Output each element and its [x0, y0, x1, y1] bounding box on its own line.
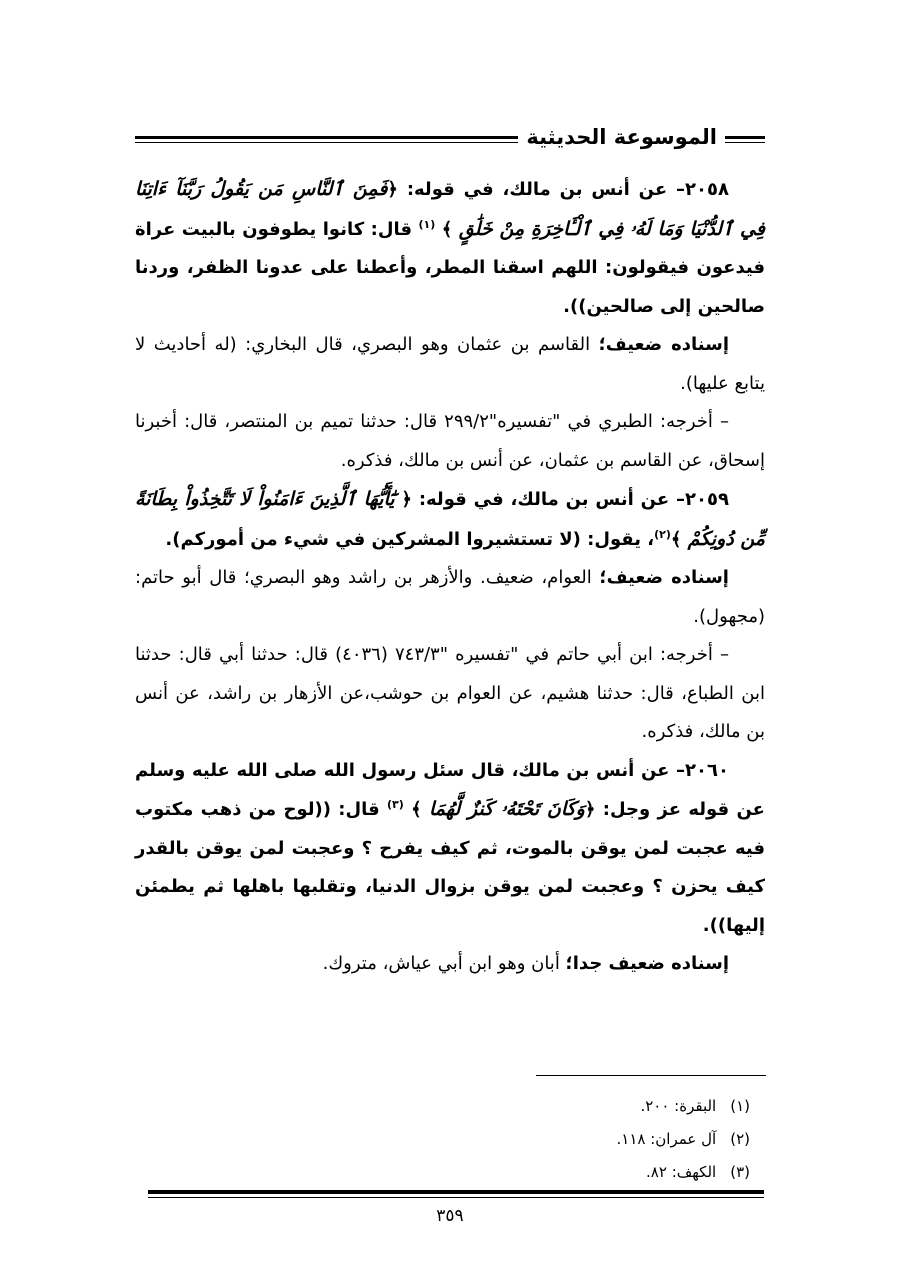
page-number: ٣٥٩ — [436, 1206, 464, 1226]
footnote-text: الكهف: ٨٢. — [646, 1163, 717, 1181]
grade-text: أبان وهو ابن أبي عياش، متروك. — [322, 953, 566, 974]
ornate-bracket-open: ﴿ — [584, 799, 596, 820]
quran-verse: يَٰٓأَيُّهَا ٱلَّذِينَ ءَامَنُواْ لَا تَتَّخِذُواْ بِطَانَةً مِّن دُونِكُمْ — [135, 488, 765, 550]
footnote-number: (٣) — [730, 1163, 750, 1181]
main-text — [135, 170, 765, 984]
header-title: الموسوعة الحديثية — [518, 122, 725, 152]
footer-rule — [148, 1190, 764, 1198]
footnote-text: البقرة: ٢٠٠. — [640, 1097, 717, 1115]
hadith-2059-intro: ٢٠٥٩– عن أنس بن مالك، في قوله: — [411, 489, 729, 510]
footnote-ref: (٢) — [654, 527, 671, 541]
footnote-separator — [536, 1075, 766, 1076]
footnote — [150, 1090, 750, 1123]
footnote-ref: (٣) — [387, 798, 404, 811]
quran-verse: فَمِنَ ٱلنَّاسِ مَن يَقُولُ رَبَّنَآ ءَاتِنَا فِي ٱلدُّنْيَا وَمَا لَهُۥ فِي ٱلْـَٔاخِرَةِ مِنْ خَلَٰقٍ — [135, 178, 765, 240]
hadith-2060 — [135, 752, 765, 946]
grade-text: القاسم بن عثمان وهو البصري، قال البخاري: (له أحاديث لا يتابع عليها). — [135, 334, 765, 394]
footnote-number: (٢) — [730, 1130, 750, 1148]
hadith-2060-grade — [135, 945, 765, 984]
hadith-2060-intro: ٢٠٦٠– عن أنس بن مالك، قال سئل رسول الله صلى الله عليه وسلم عن قوله عز وجل: — [135, 759, 765, 820]
hadith-2059-text: ، يقول: (لا تستشيروا المشركين في شيء من أموركم). — [165, 528, 655, 550]
footnote-ref: (١) — [418, 217, 436, 231]
ornate-bracket-close: ﴾ — [441, 218, 453, 240]
footnote — [150, 1123, 750, 1156]
page-header — [135, 122, 765, 152]
hadith-2059 — [135, 480, 765, 559]
hadith-2060-text: قال: ((لوح من ذهب مكتوب فيه عجبت لمن يوقن بالموت، ثم كيف يفرح ؟ وعجبت لمن يوقن بالقدر كيف يحزن ؟ وعجبت لمن يوقن بزوال الدنيا، وتقلبها باهلها ثم يطمئن إليها)). — [135, 799, 765, 936]
footnotes — [150, 1090, 750, 1189]
quran-verse: وَكَانَ تَحْتَهُۥ كَنزٌ لَّهُمَا — [429, 798, 585, 820]
footnote — [150, 1156, 750, 1189]
hadith-2059-grade — [135, 559, 765, 636]
ornate-bracket-open: ﴿ — [401, 489, 412, 510]
hadith-2058-text: قال: كانوا يطوفون بالبيت عراة فيدعون فيقولون: اللهم اسقنا المطر، وأعطنا على عدونا الظفر، وردنا صالحين إلى صالحين)). — [135, 218, 765, 317]
hadith-2058 — [135, 170, 765, 326]
grade-text: العوام، ضعيف. والأزهر بن راشد وهو البصري؛ قال أبو حاتم: (مجهول). — [135, 567, 765, 627]
hadith-2058-grade — [135, 326, 765, 403]
grade-label: إسناده ضعيف جدا؛ — [565, 953, 729, 974]
ornate-bracket-close: ﴾ — [670, 528, 682, 550]
footnote-number: (١) — [730, 1097, 750, 1115]
hadith-2058-takhrij: – أخرجه: الطبري في "تفسيره"٢٩٩/٢ قال: حدثنا تميم بن المنتصر، قال: أخبرنا إسحاق، عن القاسم بن عثمان، عن أنس بن مالك، فذكره. — [135, 411, 765, 471]
hadith-2059-takhrij: – أخرجه: ابن أبي حاتم في "تفسيره "٧٤٣/٣ (٤٠٣٦) قال: حدثنا أبي قال: حدثنا ابن الطباع، قال: حدثنا هشيم، عن العوام بن حوشب،عن الأزهار بن راشد، عن أنس بن مالك، فذكره. — [135, 644, 765, 742]
footnote-text: آل عمران: ١١٨. — [616, 1130, 717, 1148]
ornate-bracket-close: ﴾ — [411, 799, 422, 820]
ornate-bracket-open: ﴿ — [387, 179, 398, 200]
grade-label: إسناده ضعيف؛ — [598, 334, 729, 355]
hadith-2058-intro: ٢٠٥٨– عن أنس بن مالك، في قوله: — [397, 179, 729, 200]
grade-label: إسناده ضعيف؛ — [599, 567, 729, 588]
